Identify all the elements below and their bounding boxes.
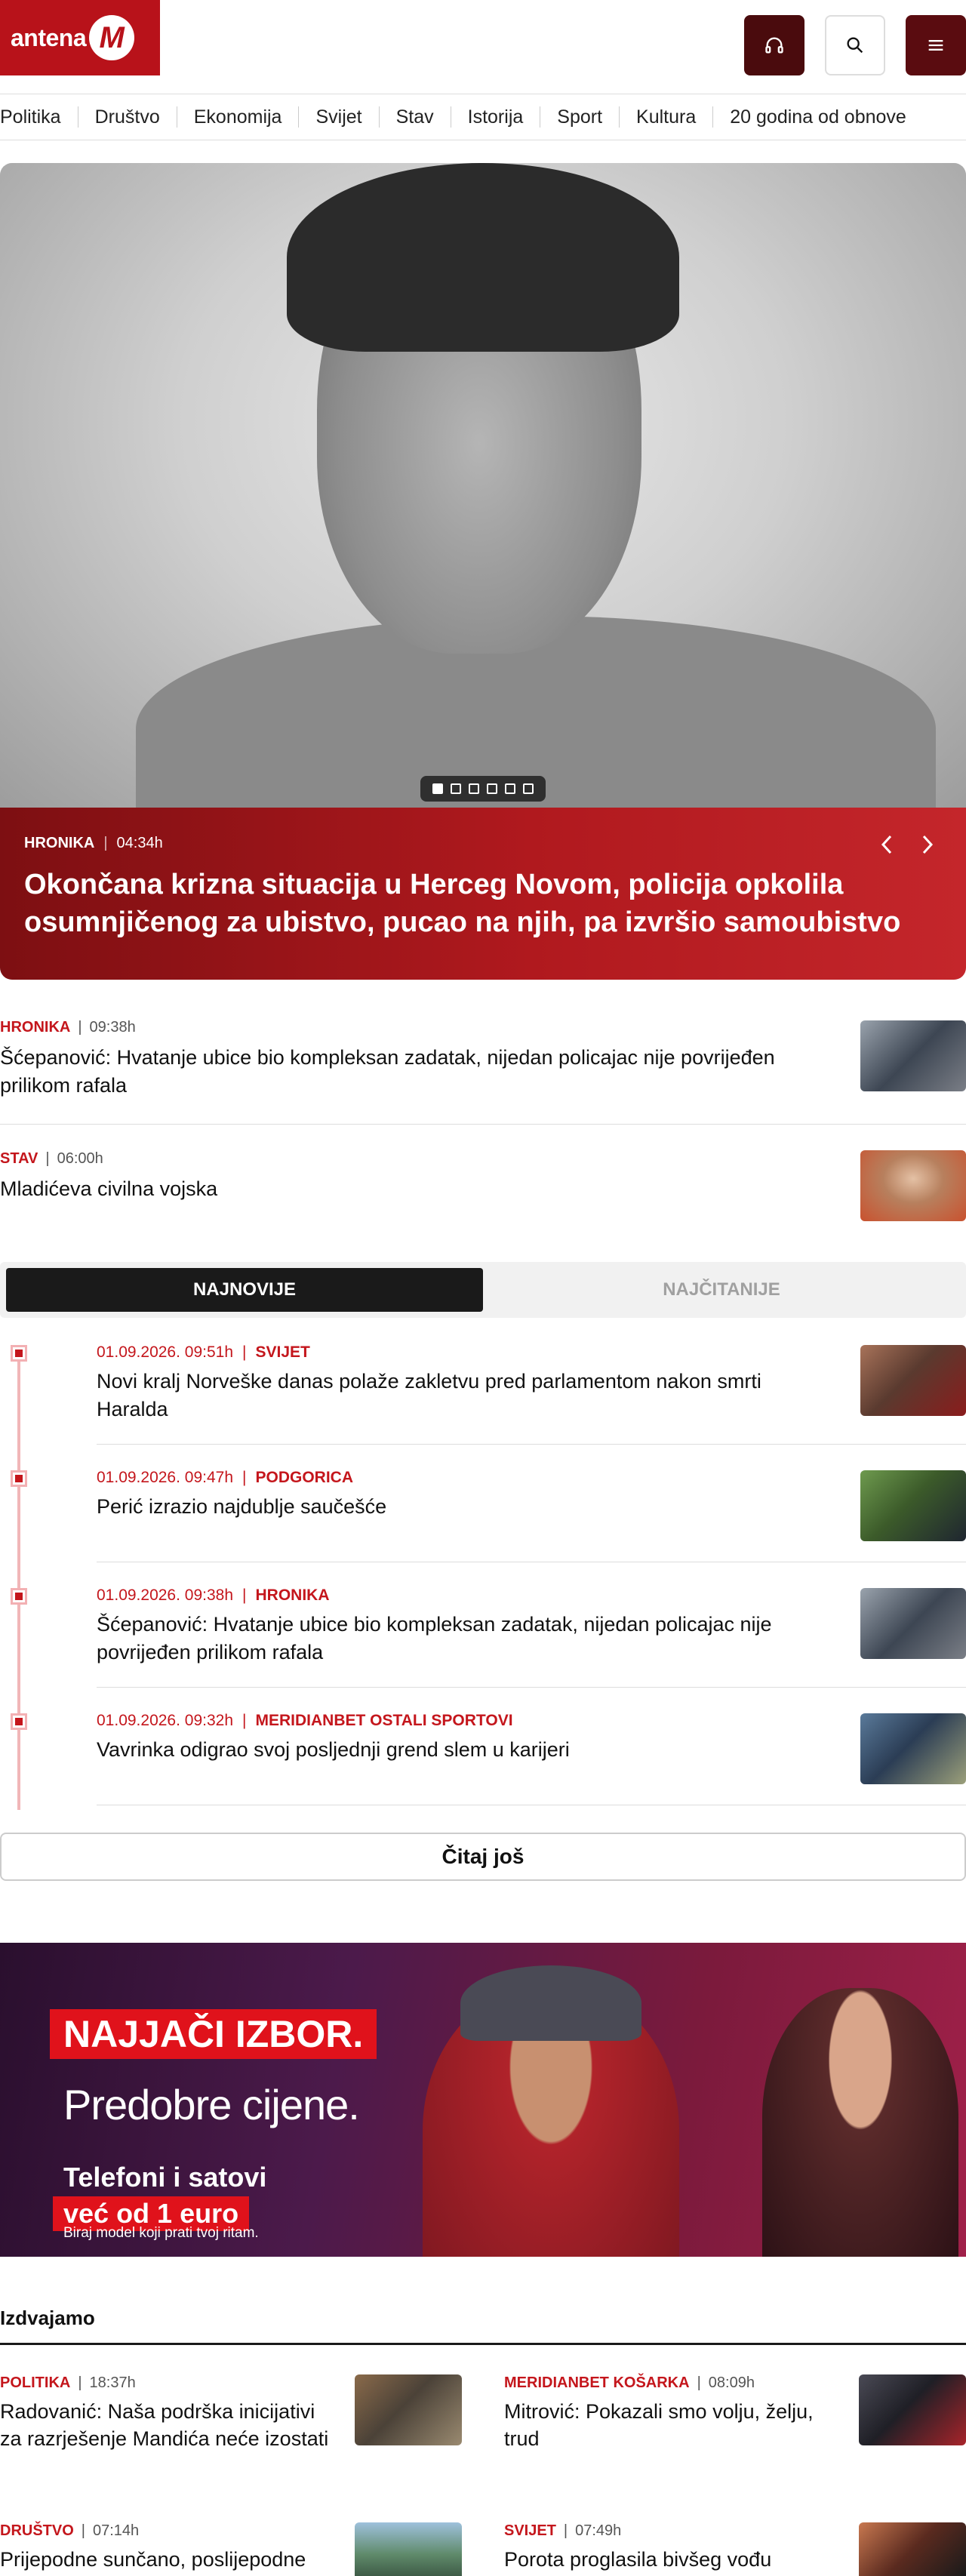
- nav-item-ekonomija[interactable]: Ekonomija: [177, 106, 300, 128]
- carousel-dot[interactable]: [451, 783, 461, 794]
- chevron-right-icon[interactable]: [919, 833, 936, 858]
- article-meta: [0, 1019, 966, 1036]
- timeline-datetime: 01.09.2026. 09:32h: [97, 1712, 234, 1729]
- meta-separator: |: [81, 2522, 85, 2539]
- meta-separator: |: [45, 1150, 50, 1167]
- banner-person: [762, 1988, 958, 2257]
- article-thumbnail[interactable]: [860, 1020, 966, 1091]
- timeline-marker: [11, 1713, 27, 1730]
- article-time: 09:38h: [89, 1019, 136, 1036]
- meta-separator: |: [103, 835, 108, 851]
- timeline-meta: [97, 1343, 966, 1362]
- section-title: Izdvajamo: [0, 2307, 95, 2329]
- carousel-dot[interactable]: [505, 783, 515, 794]
- article-meta: [0, 1150, 966, 1168]
- featured-time: 07:14h: [93, 2522, 140, 2539]
- list-item[interactable]: [0, 1019, 966, 1125]
- timeline-datetime: 01.09.2026. 09:47h: [97, 1469, 234, 1486]
- timeline-category[interactable]: PODGORICA: [255, 1469, 353, 1486]
- timeline-datetime: 01.09.2026. 09:38h: [97, 1587, 234, 1604]
- carousel-dot[interactable]: [469, 783, 479, 794]
- nav-item-stav[interactable]: Stav: [380, 106, 451, 128]
- timeline-item[interactable]: [97, 1469, 966, 1562]
- meta-separator: |: [697, 2374, 701, 2391]
- timeline-meta: [97, 1469, 966, 1487]
- timeline-marker: [11, 1588, 27, 1605]
- timeline-datetime: 01.09.2026. 09:51h: [97, 1343, 234, 1361]
- hamburger-menu-icon: [925, 35, 946, 56]
- list-item[interactable]: [0, 1150, 966, 1238]
- timeline-title[interactable]: Vavrinka odigrao svoj posljednji grend slem u karijeri: [97, 1738, 570, 1761]
- hero-category[interactable]: HRONIKA: [24, 835, 95, 851]
- carousel-dot[interactable]: [487, 783, 497, 794]
- nav-item-kultura[interactable]: Kultura: [620, 106, 713, 128]
- featured-item[interactable]: [0, 2522, 462, 2576]
- featured-category[interactable]: SVIJET: [504, 2522, 556, 2539]
- hero-time: 04:34h: [116, 835, 163, 851]
- meta-separator: |: [78, 1019, 82, 1036]
- banner-line: Telefoni i satovi: [63, 2162, 267, 2193]
- timeline-meta: [97, 1587, 966, 1605]
- nav-item-sport[interactable]: Sport: [540, 106, 620, 128]
- hero-image[interactable]: [0, 163, 966, 808]
- search-icon: [844, 35, 866, 56]
- menu-button[interactable]: [906, 15, 966, 75]
- nav-item-svijet[interactable]: Svijet: [299, 106, 379, 128]
- carousel-arrows: [878, 833, 936, 858]
- featured-title[interactable]: Mitrović: Pokazali smo volju, želju, trud: [504, 2400, 814, 2450]
- timeline-title[interactable]: Perić izrazio najdublje saučešće: [97, 1495, 387, 1518]
- tab-najcitanije[interactable]: NAJČITANIJE: [663, 1279, 780, 1300]
- news-tabs: [0, 1262, 966, 1318]
- timeline-category[interactable]: SVIJET: [255, 1343, 310, 1361]
- banner-price-line: već od 1 euro: [53, 2196, 249, 2231]
- logo-text: antena: [11, 23, 87, 51]
- meta-separator: |: [242, 1712, 247, 1729]
- tab-najnovije[interactable]: NAJNOVIJE: [6, 1268, 483, 1312]
- featured-thumbnail[interactable]: [859, 2374, 966, 2445]
- nav-item-20-godina[interactable]: 20 godina od obnove: [730, 106, 906, 128]
- meta-separator: |: [563, 2522, 568, 2539]
- featured-title[interactable]: Prijepodne sunčano, poslijepodne: [0, 2548, 306, 2571]
- carousel-dot[interactable]: [432, 783, 443, 794]
- nav-item-politika[interactable]: Politika: [0, 106, 78, 128]
- carousel-pagination: [420, 776, 546, 802]
- featured-category[interactable]: POLITIKA: [0, 2374, 71, 2391]
- featured-item[interactable]: [504, 2522, 966, 2576]
- featured-time: 18:37h: [89, 2374, 136, 2391]
- timeline-line: [17, 1351, 20, 1810]
- nav-item-drustvo[interactable]: Društvo: [78, 106, 177, 128]
- hero-carousel[interactable]: [0, 163, 966, 980]
- banner-headline: NAJJAČI IZBOR.: [50, 2009, 377, 2059]
- search-button[interactable]: [825, 15, 885, 75]
- category-nav: [0, 94, 966, 140]
- carousel-dot[interactable]: [523, 783, 534, 794]
- nav-item-istorija[interactable]: Istorija: [451, 106, 541, 128]
- featured-category[interactable]: DRUŠTVO: [0, 2522, 74, 2539]
- read-more-button[interactable]: Čitaj još: [0, 1833, 966, 1881]
- timeline-thumbnail[interactable]: [860, 1588, 966, 1659]
- article-title[interactable]: Šćepanović: Hvatanje ubice bio kompleksan zadatak, nijedan policajac nije povrijeđen prilikom rafala: [0, 1046, 775, 1097]
- ad-banner[interactable]: [0, 1943, 966, 2257]
- logo-mark: M: [89, 15, 134, 60]
- featured-item[interactable]: [0, 2374, 462, 2488]
- meta-separator: |: [242, 1343, 247, 1361]
- section-divider: [0, 2343, 966, 2345]
- featured-title[interactable]: Porota proglasila bivšeg vođu: [504, 2548, 772, 2571]
- featured-category[interactable]: MERIDIANBET KOŠARKA: [504, 2374, 690, 2391]
- meta-separator: |: [242, 1587, 247, 1604]
- featured-time: 08:09h: [708, 2374, 755, 2391]
- featured-thumbnail[interactable]: [859, 2522, 966, 2576]
- banner-tagline: Biraj model koji prati tvoj ritam.: [63, 2225, 259, 2241]
- timeline-title[interactable]: Novi kralj Norveške danas polaže zakletvu pred parlamentom nakon smrti Haralda: [97, 1370, 761, 1420]
- headphones-icon: [764, 35, 785, 56]
- article-title[interactable]: Mladićeva civilna vojska: [0, 1177, 218, 1200]
- timeline-marker: [11, 1345, 27, 1362]
- timeline-thumbnail[interactable]: [860, 1470, 966, 1541]
- hero-image-hair: [287, 163, 679, 352]
- timeline-category[interactable]: HRONIKA: [255, 1587, 330, 1604]
- audio-button[interactable]: [744, 15, 804, 75]
- featured-time: 07:49h: [575, 2522, 622, 2539]
- chevron-left-icon[interactable]: [878, 833, 895, 858]
- banner-subheadline: Predobre cijene.: [63, 2081, 359, 2128]
- site-logo[interactable]: [0, 0, 160, 75]
- timeline-thumbnail[interactable]: [860, 1345, 966, 1416]
- featured-thumbnail[interactable]: [355, 2522, 462, 2576]
- hero-caption[interactable]: [0, 808, 966, 980]
- timeline-category[interactable]: MERIDIANBET OSTALI SPORTOVI: [255, 1712, 513, 1729]
- timeline-item[interactable]: [97, 1587, 966, 1688]
- site-header: [0, 0, 966, 75]
- hero-meta: [24, 835, 942, 852]
- hero-title[interactable]: Okončana krizna situacija u Herceg Novom, policija opkolila osumnjičenog za ubistvo, pucao na njih, pa izvršio samoubistvo: [24, 869, 901, 938]
- timeline-title[interactable]: Šćepanović: Hvatanje ubice bio kompleksan zadatak, nijedan policajac nije povrijeđen prilikom rafala: [97, 1613, 772, 1663]
- timeline-marker: [11, 1470, 27, 1487]
- banner-cap: [460, 1965, 641, 2041]
- timeline-item[interactable]: [97, 1343, 966, 1445]
- featured-title[interactable]: Radovanić: Naša podrška inicijativi za razrješenje Mandića neće izostati: [0, 2400, 329, 2450]
- timeline-item[interactable]: [97, 1712, 966, 1805]
- meta-separator: |: [78, 2374, 82, 2391]
- article-category[interactable]: STAV: [0, 1150, 38, 1167]
- featured-item[interactable]: [504, 2374, 966, 2488]
- featured-thumbnail[interactable]: [355, 2374, 462, 2445]
- article-category[interactable]: HRONIKA: [0, 1019, 71, 1036]
- meta-separator: |: [242, 1469, 247, 1486]
- article-thumbnail[interactable]: [860, 1150, 966, 1221]
- timeline-meta: [97, 1712, 966, 1730]
- article-time: 06:00h: [57, 1150, 103, 1167]
- timeline-thumbnail[interactable]: [860, 1713, 966, 1784]
